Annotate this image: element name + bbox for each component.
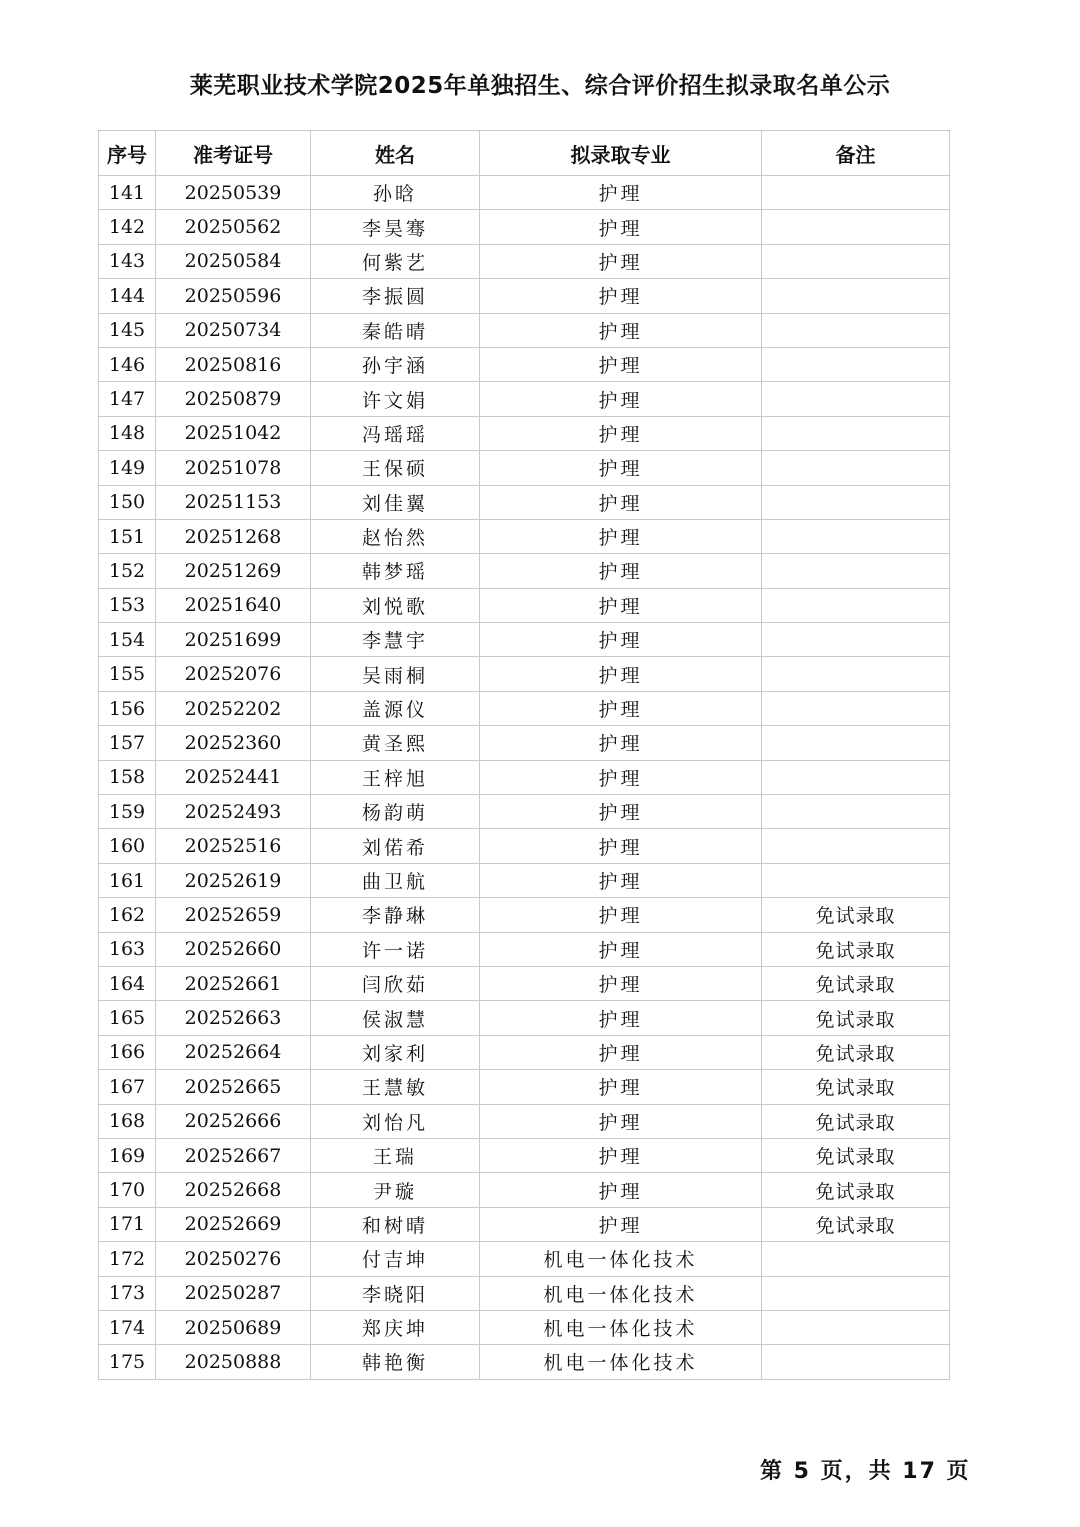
cell-major: 护理: [480, 1173, 762, 1207]
table-body: [99, 176, 950, 1380]
table-row: [99, 554, 950, 588]
cell-note: 免试录取: [762, 1035, 950, 1069]
header-note: 备注: [762, 131, 950, 176]
cell-major: 护理: [480, 244, 762, 278]
cell-exam-number: 20252076: [156, 657, 311, 691]
table-row: [99, 313, 950, 347]
cell-seq: 160: [99, 829, 156, 863]
cell-seq: 170: [99, 1173, 156, 1207]
cell-name: 王保硕: [311, 451, 480, 485]
cell-seq: 146: [99, 347, 156, 381]
cell-major: 护理: [480, 1104, 762, 1138]
cell-exam-number: 20252665: [156, 1070, 311, 1104]
cell-note: [762, 691, 950, 725]
cell-seq: 154: [99, 623, 156, 657]
cell-name: 刘佳翼: [311, 485, 480, 519]
cell-name: 许文娟: [311, 382, 480, 416]
cell-note: [762, 176, 950, 210]
cell-note: [762, 313, 950, 347]
cell-exam-number: 20252669: [156, 1207, 311, 1241]
cell-exam-number: 20250816: [156, 347, 311, 381]
page-title: 莱芜职业技术学院2025年单独招生、综合评价招生拟录取名单公示: [189, 73, 891, 99]
cell-seq: 151: [99, 519, 156, 553]
table-row: [99, 519, 950, 553]
cell-major: 护理: [480, 1001, 762, 1035]
cell-seq: 156: [99, 691, 156, 725]
table-row: [99, 1035, 950, 1069]
cell-exam-number: 20250689: [156, 1310, 311, 1344]
cell-note: [762, 347, 950, 381]
cell-name: 李晓阳: [311, 1276, 480, 1310]
table-row: [99, 1207, 950, 1241]
admission-table: [98, 130, 950, 1380]
cell-major: 护理: [480, 1138, 762, 1172]
cell-note: 免试录取: [762, 932, 950, 966]
cell-exam-number: 20251268: [156, 519, 311, 553]
cell-seq: 167: [99, 1070, 156, 1104]
cell-note: 免试录取: [762, 1207, 950, 1241]
cell-major: 护理: [480, 416, 762, 450]
table-row: [99, 1242, 950, 1276]
cell-exam-number: 20252516: [156, 829, 311, 863]
cell-seq: 155: [99, 657, 156, 691]
cell-exam-number: 20250287: [156, 1276, 311, 1310]
table-header-row: [99, 131, 950, 176]
cell-major: 护理: [480, 347, 762, 381]
cell-name: 闫欣茹: [311, 966, 480, 1000]
cell-note: [762, 519, 950, 553]
cell-seq: 175: [99, 1345, 156, 1379]
cell-exam-number: 20252360: [156, 726, 311, 760]
table-row: [99, 932, 950, 966]
cell-major: 机电一体化技术: [480, 1310, 762, 1344]
header-name: 姓名: [311, 131, 480, 176]
cell-major: 护理: [480, 588, 762, 622]
cell-exam-number: 20250734: [156, 313, 311, 347]
table-row: [99, 726, 950, 760]
cell-seq: 164: [99, 966, 156, 1000]
cell-seq: 161: [99, 863, 156, 897]
cell-seq: 145: [99, 313, 156, 347]
cell-major: 护理: [480, 863, 762, 897]
page-number: 第 5 页，共 17 页: [760, 1459, 971, 1484]
cell-major: 机电一体化技术: [480, 1276, 762, 1310]
cell-exam-number: 20252661: [156, 966, 311, 1000]
cell-exam-number: 20250562: [156, 210, 311, 244]
cell-major: 护理: [480, 966, 762, 1000]
cell-name: 许一诺: [311, 932, 480, 966]
cell-name: 何紫艺: [311, 244, 480, 278]
cell-exam-number: 20251078: [156, 451, 311, 485]
cell-exam-number: 20251699: [156, 623, 311, 657]
table-row: [99, 347, 950, 381]
cell-name: 李静琳: [311, 898, 480, 932]
cell-note: [762, 244, 950, 278]
cell-seq: 169: [99, 1138, 156, 1172]
table-row: [99, 416, 950, 450]
cell-name: 韩艳衡: [311, 1345, 480, 1379]
header-seq: 序号: [99, 131, 156, 176]
cell-note: [762, 210, 950, 244]
table-row: [99, 451, 950, 485]
cell-seq: 141: [99, 176, 156, 210]
cell-exam-number: 20252493: [156, 795, 311, 829]
cell-exam-number: 20250276: [156, 1242, 311, 1276]
cell-major: 护理: [480, 279, 762, 313]
cell-name: 刘怡凡: [311, 1104, 480, 1138]
cell-major: 护理: [480, 1070, 762, 1104]
table-row: [99, 623, 950, 657]
cell-note: 免试录取: [762, 1173, 950, 1207]
cell-name: 秦皓晴: [311, 313, 480, 347]
cell-name: 郑庆坤: [311, 1310, 480, 1344]
cell-major: 护理: [480, 760, 762, 794]
cell-seq: 172: [99, 1242, 156, 1276]
cell-major: 护理: [480, 829, 762, 863]
cell-note: [762, 795, 950, 829]
cell-name: 孙晗: [311, 176, 480, 210]
table-row: [99, 1070, 950, 1104]
table-row: [99, 1001, 950, 1035]
cell-exam-number: 20250888: [156, 1345, 311, 1379]
cell-major: 护理: [480, 623, 762, 657]
cell-note: [762, 863, 950, 897]
cell-note: [762, 1310, 950, 1344]
cell-note: [762, 760, 950, 794]
cell-exam-number: 20251153: [156, 485, 311, 519]
cell-name: 尹璇: [311, 1173, 480, 1207]
cell-name: 杨韵萌: [311, 795, 480, 829]
cell-seq: 153: [99, 588, 156, 622]
cell-exam-number: 20251269: [156, 554, 311, 588]
cell-exam-number: 20251640: [156, 588, 311, 622]
cell-exam-number: 20252666: [156, 1104, 311, 1138]
cell-exam-number: 20250596: [156, 279, 311, 313]
table-row: [99, 863, 950, 897]
cell-note: [762, 1276, 950, 1310]
cell-exam-number: 20250879: [156, 382, 311, 416]
table-row: [99, 795, 950, 829]
cell-seq: 166: [99, 1035, 156, 1069]
cell-note: [762, 588, 950, 622]
table-row: [99, 898, 950, 932]
cell-major: 护理: [480, 726, 762, 760]
cell-note: [762, 382, 950, 416]
cell-note: [762, 451, 950, 485]
table-row: [99, 382, 950, 416]
cell-exam-number: 20251042: [156, 416, 311, 450]
cell-name: 刘偌希: [311, 829, 480, 863]
cell-seq: 174: [99, 1310, 156, 1344]
cell-note: [762, 554, 950, 588]
cell-exam-number: 20252659: [156, 898, 311, 932]
table-row: [99, 1138, 950, 1172]
cell-note: [762, 829, 950, 863]
table-row: [99, 1276, 950, 1310]
cell-name: 李慧宇: [311, 623, 480, 657]
cell-note: [762, 657, 950, 691]
table-row: [99, 1310, 950, 1344]
cell-seq: 149: [99, 451, 156, 485]
cell-note: [762, 485, 950, 519]
cell-major: 护理: [480, 932, 762, 966]
cell-name: 侯淑慧: [311, 1001, 480, 1035]
cell-major: 护理: [480, 691, 762, 725]
cell-exam-number: 20250539: [156, 176, 311, 210]
cell-exam-number: 20252202: [156, 691, 311, 725]
header-major: 拟录取专业: [480, 131, 762, 176]
cell-name: 王梓旭: [311, 760, 480, 794]
cell-name: 冯瑶瑶: [311, 416, 480, 450]
cell-note: [762, 279, 950, 313]
cell-seq: 148: [99, 416, 156, 450]
cell-seq: 159: [99, 795, 156, 829]
cell-major: 护理: [480, 554, 762, 588]
cell-seq: 152: [99, 554, 156, 588]
cell-name: 李振圆: [311, 279, 480, 313]
cell-exam-number: 20252660: [156, 932, 311, 966]
cell-major: 护理: [480, 485, 762, 519]
table-row: [99, 244, 950, 278]
cell-note: 免试录取: [762, 1070, 950, 1104]
cell-name: 王慧敏: [311, 1070, 480, 1104]
cell-exam-number: 20252667: [156, 1138, 311, 1172]
table-row: [99, 966, 950, 1000]
cell-exam-number: 20252668: [156, 1173, 311, 1207]
table-row: [99, 657, 950, 691]
cell-major: 护理: [480, 451, 762, 485]
cell-major: 护理: [480, 657, 762, 691]
table-row: [99, 1173, 950, 1207]
cell-major: 机电一体化技术: [480, 1242, 762, 1276]
cell-name: 孙宇涵: [311, 347, 480, 381]
cell-seq: 163: [99, 932, 156, 966]
cell-major: 护理: [480, 795, 762, 829]
table-row: [99, 691, 950, 725]
cell-name: 曲卫航: [311, 863, 480, 897]
cell-major: 护理: [480, 1207, 762, 1241]
cell-seq: 150: [99, 485, 156, 519]
table-row: [99, 588, 950, 622]
cell-seq: 162: [99, 898, 156, 932]
cell-note: 免试录取: [762, 966, 950, 1000]
cell-major: 机电一体化技术: [480, 1345, 762, 1379]
cell-name: 李昊骞: [311, 210, 480, 244]
cell-seq: 165: [99, 1001, 156, 1035]
table-row: [99, 1104, 950, 1138]
cell-seq: 157: [99, 726, 156, 760]
cell-exam-number: 20252663: [156, 1001, 311, 1035]
cell-name: 黄圣熙: [311, 726, 480, 760]
cell-exam-number: 20250584: [156, 244, 311, 278]
cell-seq: 144: [99, 279, 156, 313]
cell-name: 韩梦瑶: [311, 554, 480, 588]
cell-note: 免试录取: [762, 1138, 950, 1172]
cell-note: [762, 1345, 950, 1379]
cell-name: 王瑞: [311, 1138, 480, 1172]
table-row: [99, 1345, 950, 1379]
cell-note: [762, 416, 950, 450]
cell-major: 护理: [480, 1035, 762, 1069]
cell-name: 吴雨桐: [311, 657, 480, 691]
cell-note: [762, 726, 950, 760]
cell-major: 护理: [480, 519, 762, 553]
cell-exam-number: 20252664: [156, 1035, 311, 1069]
table-row: [99, 176, 950, 210]
cell-major: 护理: [480, 382, 762, 416]
cell-major: 护理: [480, 176, 762, 210]
table-row: [99, 485, 950, 519]
cell-name: 盖源仪: [311, 691, 480, 725]
cell-name: 刘悦歌: [311, 588, 480, 622]
cell-seq: 168: [99, 1104, 156, 1138]
cell-seq: 173: [99, 1276, 156, 1310]
cell-name: 刘家利: [311, 1035, 480, 1069]
table-row: [99, 279, 950, 313]
cell-name: 付吉坤: [311, 1242, 480, 1276]
table-row: [99, 829, 950, 863]
cell-seq: 171: [99, 1207, 156, 1241]
cell-note: [762, 1242, 950, 1276]
cell-major: 护理: [480, 898, 762, 932]
cell-note: [762, 623, 950, 657]
cell-major: 护理: [480, 313, 762, 347]
cell-seq: 143: [99, 244, 156, 278]
cell-note: 免试录取: [762, 1104, 950, 1138]
cell-name: 和树晴: [311, 1207, 480, 1241]
cell-exam-number: 20252619: [156, 863, 311, 897]
cell-note: 免试录取: [762, 898, 950, 932]
table-row: [99, 760, 950, 794]
table-row: [99, 210, 950, 244]
cell-name: 赵怡然: [311, 519, 480, 553]
cell-seq: 158: [99, 760, 156, 794]
cell-seq: 147: [99, 382, 156, 416]
cell-exam-number: 20252441: [156, 760, 311, 794]
cell-note: 免试录取: [762, 1001, 950, 1035]
cell-major: 护理: [480, 210, 762, 244]
header-exam-number: 准考证号: [156, 131, 311, 176]
cell-seq: 142: [99, 210, 156, 244]
